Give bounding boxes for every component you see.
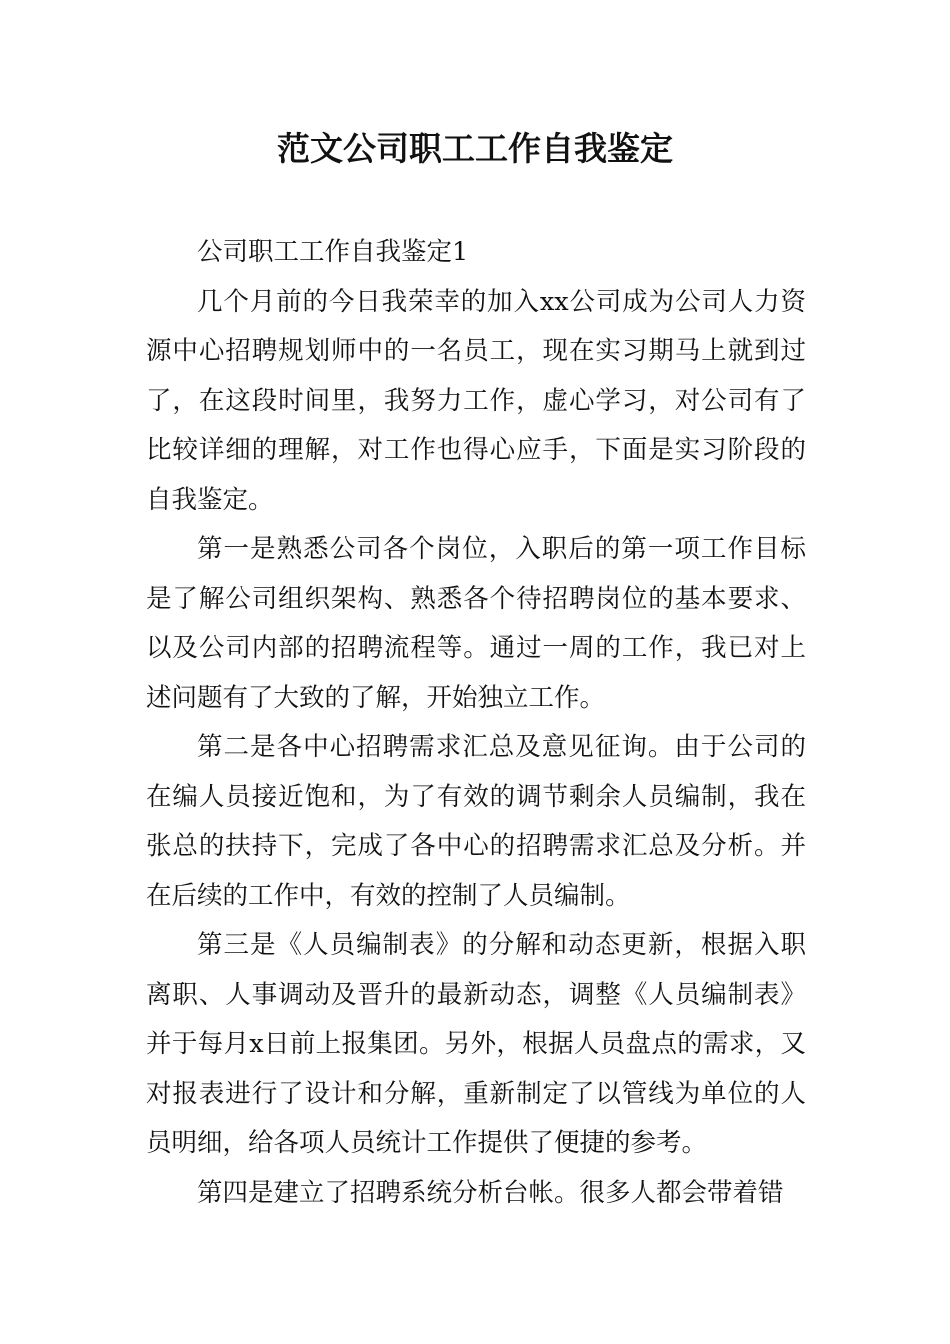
paragraph-first-point: 第一是熟悉公司各个岗位，入职后的第一项工作目标是了解公司组织架构、熟悉各个待招聘岗位的基本要求、以及公司内部的招聘流程等。通过一周的工作，我已对上述问题有了大致的了解，开始独立工作。 bbox=[146, 534, 806, 713]
paragraph-intro: 几个月前的今日我荣幸的加入xx公司成为公司人力资源中心招聘规划师中的一名员工，现在实习期马上就到过了，在这段时间里，我努力工作，虚心学习，对公司有了比较详细的理解，对工作也得心应手，下面是实习阶段的自我鉴定。 bbox=[146, 286, 806, 515]
page-title: 范文公司职工工作自我鉴定 bbox=[277, 129, 673, 168]
document-body bbox=[146, 228, 806, 1218]
paragraph-second-point: 第二是各中心招聘需求汇总及意见征询。由于公司的在编人员接近饱和，为了有效的调节剩余人员编制，我在张总的扶持下，完成了各中心的招聘需求汇总及分析。并在后续的工作中，有效的控制了人员编制。 bbox=[146, 732, 806, 911]
paragraph-fourth-point: 第四是建立了招聘系统分析台帐。很多人都会带着错 bbox=[197, 1177, 784, 1208]
paragraph-third-point: 第三是《人员编制表》的分解和动态更新，根据入职离职、人事调动及晋升的最新动态，调整《人员编制表》并于每月x日前上报集团。另外，根据人员盘点的需求，又对报表进行了设计和分解，重新制定了以管线为单位的人员明细，给各项人员统计工作提供了便捷的参考。 bbox=[146, 930, 806, 1158]
section-heading: 公司职工工作自我鉴定1 bbox=[197, 237, 469, 267]
